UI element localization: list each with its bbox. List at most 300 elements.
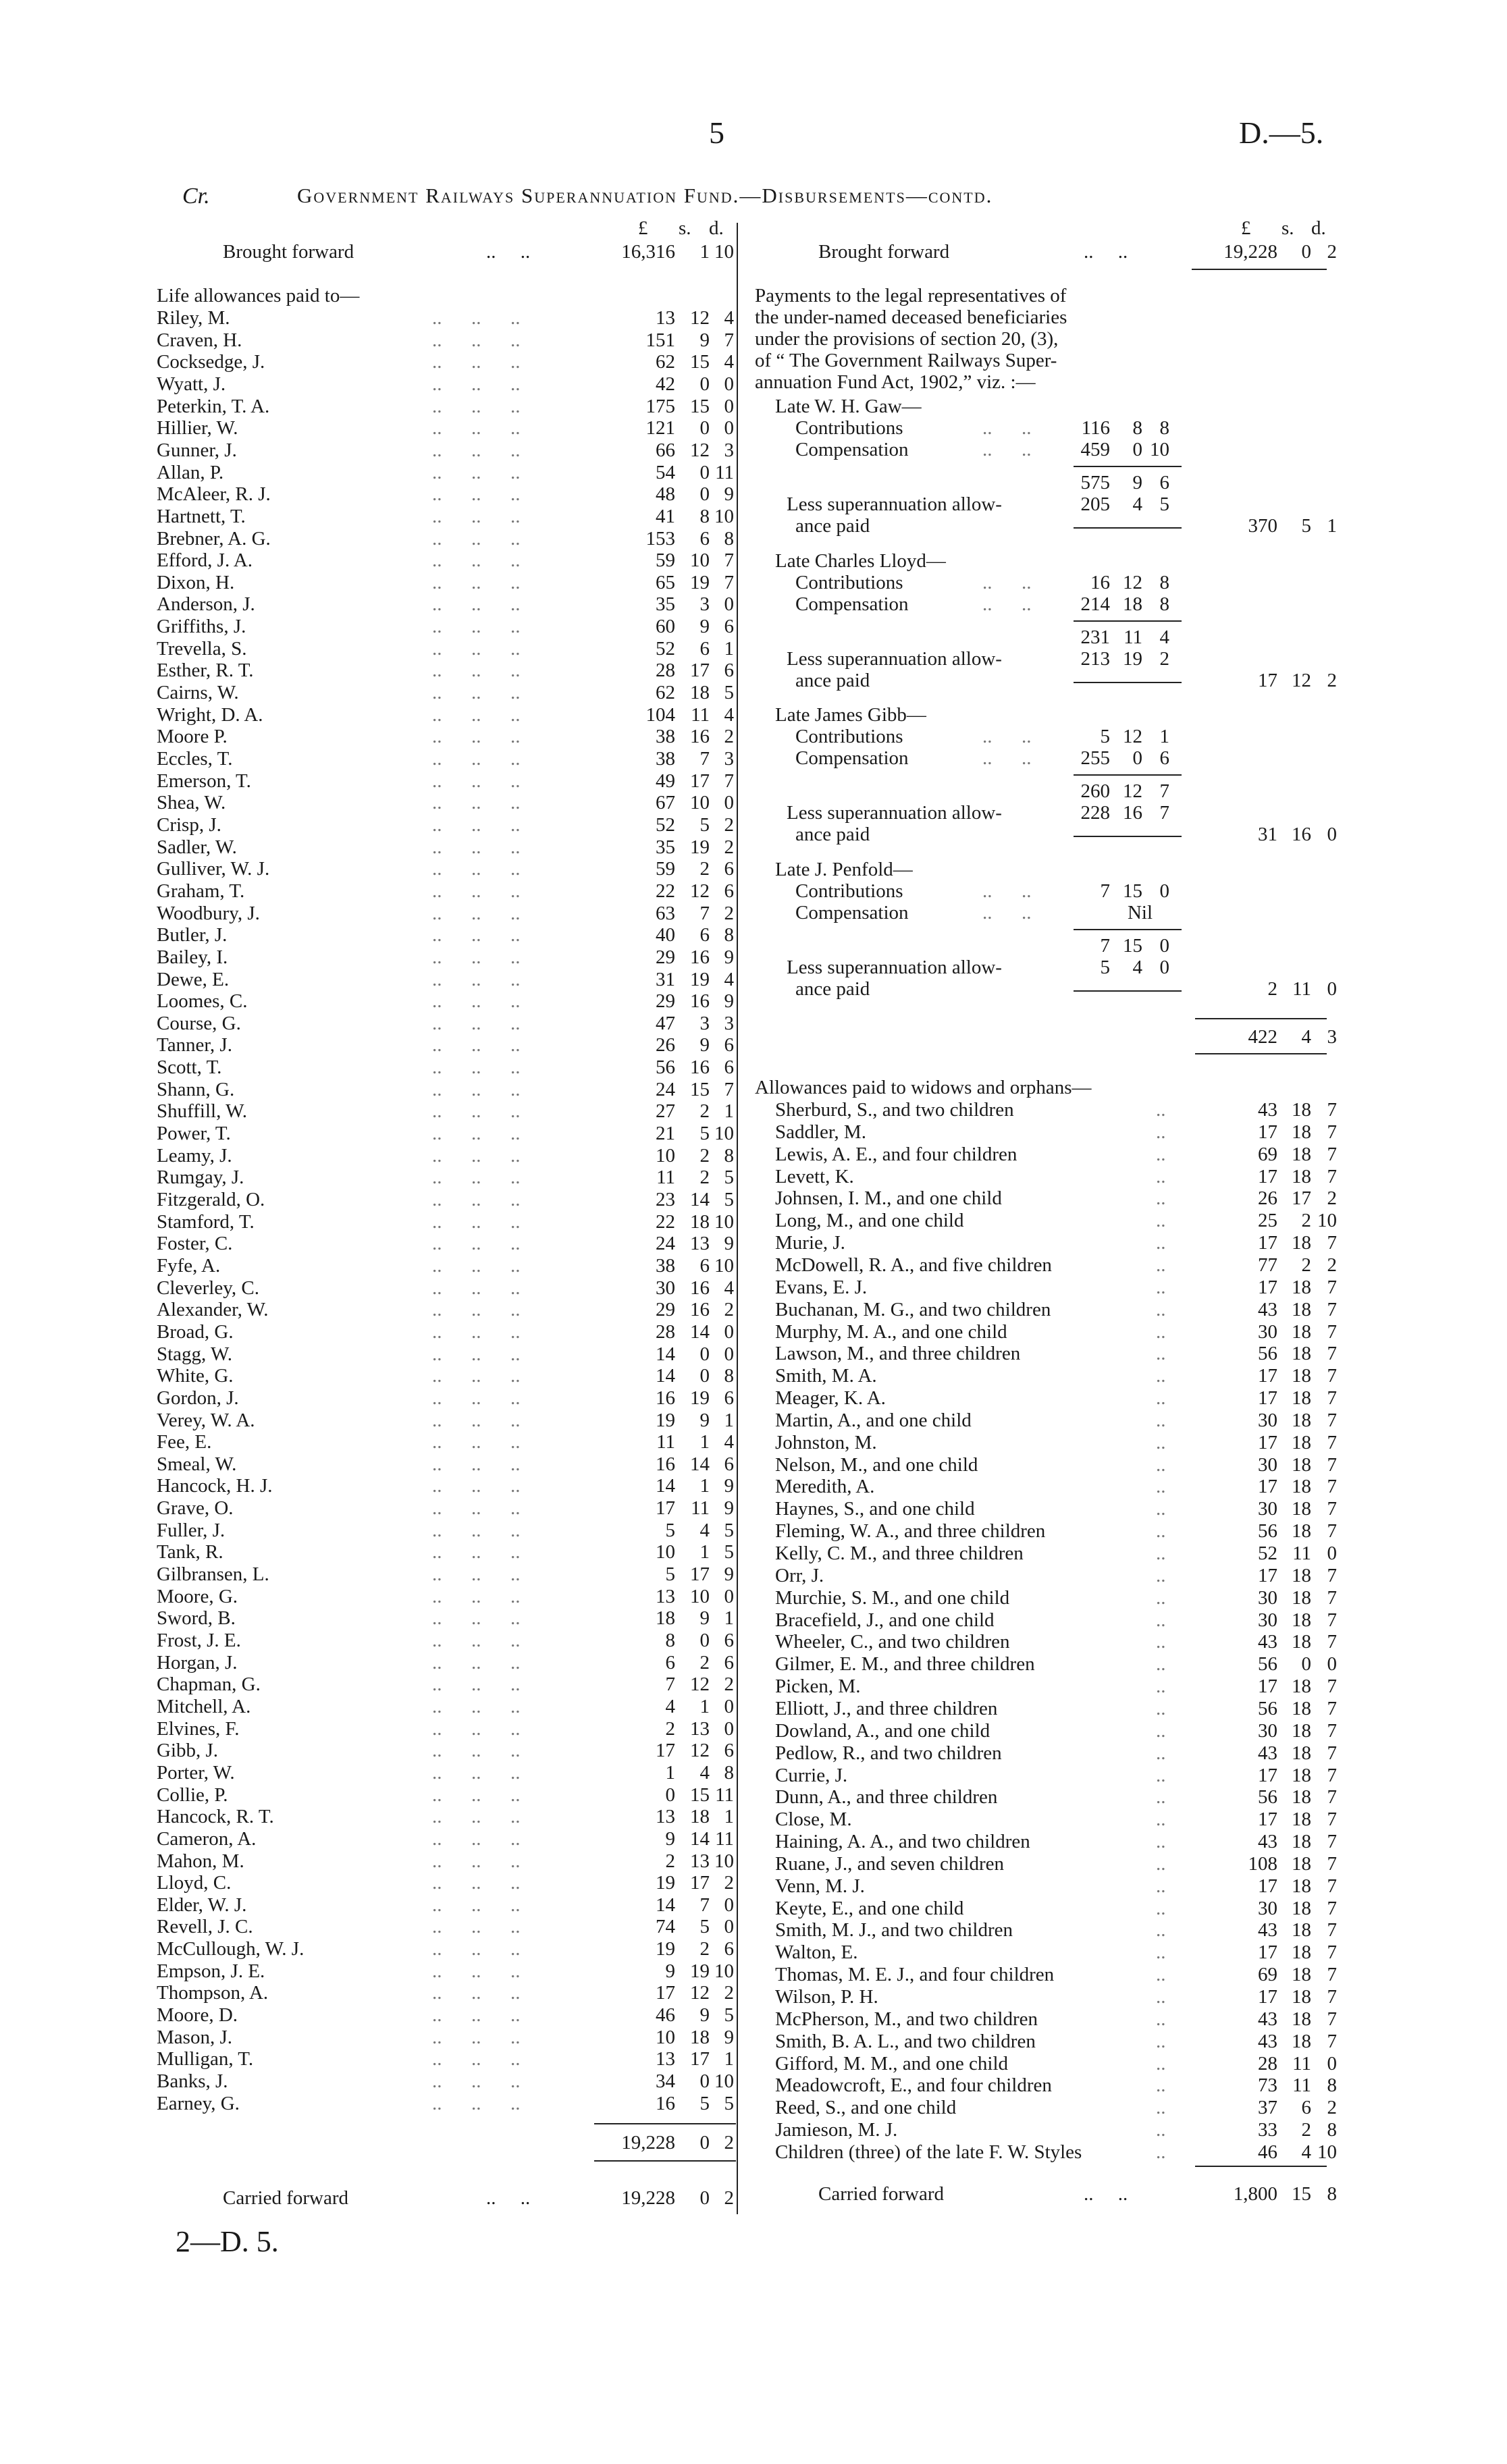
widow-allowance-name: McDowell, R. A., and five children (775, 1254, 1052, 1276)
right-shilling-header: s. (1281, 217, 1294, 239)
widow-allowance-name: Saddler, M. (775, 1121, 866, 1143)
left-cf-pence: 2 (724, 2187, 734, 2209)
life-allowance-name: Cairns, W. (157, 682, 239, 703)
widow-allowance-shillings: 18 (1292, 1365, 1311, 1387)
leader-dots: .. (1156, 1609, 1166, 1631)
life-allowance-pounds: 65 (656, 572, 675, 593)
life-allowance-shillings: 0 (699, 483, 710, 505)
life-allowance-pence: 5 (724, 1189, 734, 1210)
life-allowance-pounds: 22 (656, 1211, 675, 1233)
life-allowance-shillings: 9 (699, 329, 710, 351)
estates-total-rule (1195, 1018, 1327, 1019)
leader-dots: .. .. .. (432, 1652, 521, 1673)
widow-allowance-shillings: 18 (1292, 1898, 1311, 1919)
life-allowance-pounds: 49 (656, 770, 675, 792)
life-allowance-shillings: 11 (691, 704, 710, 726)
leader-dots: .. .. .. (432, 307, 521, 329)
widow-allowance-pence: 7 (1327, 1432, 1337, 1453)
life-allowance-shillings: 14 (690, 1828, 710, 1850)
life-allowance-pence: 7 (724, 329, 734, 351)
widow-allowance-name: Martin, A., and one child (775, 1410, 972, 1431)
contributions-pounds: 16 (1090, 572, 1110, 593)
life-allowance-shillings: 17 (690, 1872, 710, 1894)
widow-allowance-shillings: 0 (1301, 1653, 1311, 1675)
life-allowance-pounds: 35 (656, 593, 675, 615)
estate-name: Late J. Penfold— (775, 859, 913, 880)
life-allowance-shillings: 2 (699, 858, 710, 880)
leader-dots: .. .. .. (432, 1299, 521, 1320)
less-label-1: Less superannuation allow- (787, 957, 1002, 978)
life-allowance-shillings: 0 (699, 1630, 710, 1651)
life-allowance-name: Hillier, W. (157, 417, 238, 439)
life-allowance-pounds: 66 (656, 439, 675, 461)
leader-dots: .. (1156, 1476, 1166, 1497)
right-cf-pounds: 1,800 (1233, 2183, 1277, 2205)
life-allowance-pounds: 62 (656, 682, 675, 703)
leader-dots: .. .. .. (432, 550, 521, 571)
widow-allowance-name: Nelson, M., and one child (775, 1454, 978, 1476)
life-allowance-pence: 0 (724, 1586, 734, 1607)
life-allowance-name: Esther, R. T. (157, 660, 254, 681)
life-allowance-pounds: 26 (656, 1034, 675, 1056)
compensation-pence: 6 (1159, 747, 1169, 769)
leader-dots: .. .. .. (432, 1673, 521, 1695)
leader-dots: .. .. (982, 593, 1032, 615)
superannuation-less-shillings: 4 (1132, 493, 1142, 515)
leader-dots: .. (1156, 2141, 1166, 2163)
superannuation-less-pounds: 228 (1080, 802, 1110, 824)
life-allowance-pence: 6 (724, 1056, 734, 1078)
life-allowance-shillings: 1 (699, 1696, 710, 1717)
page-heading: Government Railways Superannuation Fund.—Disbursements—contd. (297, 184, 993, 207)
life-allowance-pence: 6 (724, 1938, 734, 1960)
widow-allowance-shillings: 18 (1292, 1565, 1311, 1586)
life-allowance-pounds: 11 (656, 1431, 675, 1453)
life-allowance-name: Hancock, R. T. (157, 1806, 274, 1827)
life-allowance-shillings: 17 (690, 660, 710, 681)
life-allowance-shillings: 2 (699, 1652, 710, 1673)
widow-allowance-name: Jamieson, M. J. (775, 2119, 898, 2141)
widow-allowance-pounds: 17 (1258, 1432, 1277, 1453)
widow-allowance-pence: 7 (1327, 1742, 1337, 1764)
life-allowance-pounds: 38 (656, 726, 675, 747)
right-brought-forward-dots: .. .. (1084, 241, 1128, 263)
life-allowance-pence: 2 (724, 726, 734, 747)
widow-allowance-name: Dunn, A., and three children (775, 1786, 998, 1808)
leader-dots: .. (1156, 1343, 1166, 1364)
widow-allowance-shillings: 18 (1292, 1698, 1311, 1719)
widow-allowance-pence: 7 (1327, 1898, 1337, 1919)
widow-allowance-shillings: 2 (1301, 1254, 1311, 1276)
life-allowance-shillings: 1 (699, 1475, 710, 1497)
life-allowance-shillings: 5 (699, 1916, 710, 1937)
right-carried-forward-dots: .. .. (1084, 2183, 1128, 2205)
life-allowance-shillings: 15 (690, 1784, 710, 1806)
life-allowance-pounds: 14 (656, 1475, 675, 1497)
life-allowance-pence: 11 (715, 462, 734, 483)
estate-total-pence: 6 (1159, 472, 1169, 493)
life-allowance-shillings: 18 (690, 2027, 710, 2048)
less-label-2: ance paid (795, 824, 870, 845)
life-allowance-pence: 2 (724, 903, 734, 924)
leader-dots: .. (1156, 2008, 1166, 2030)
life-allowance-name: Gilbransen, L. (157, 1563, 269, 1585)
left-bf-shillings: 1 (699, 241, 710, 263)
superannuation-less-shillings: 16 (1123, 802, 1142, 824)
estates-total-rule-bottom (1195, 1053, 1327, 1054)
leader-dots: .. .. .. (432, 1740, 521, 1761)
widow-allowance-pounds: 17 (1258, 1121, 1277, 1143)
leader-dots: .. .. .. (432, 858, 521, 880)
life-allowance-pence: 2 (724, 1872, 734, 1894)
leader-dots: .. .. .. (432, 1343, 521, 1365)
life-allowance-pence: 3 (724, 1013, 734, 1034)
life-allowance-name: Fee, E. (157, 1431, 212, 1453)
widow-allowance-name: Children (three) of the late F. W. Styles (775, 2141, 1082, 2163)
widow-allowance-name: Johnsen, I. M., and one child (775, 1187, 1002, 1209)
widow-allowance-shillings: 18 (1292, 1941, 1311, 1963)
widow-allowance-shillings: 18 (1292, 1720, 1311, 1742)
widow-allowance-shillings: 11 (1292, 1543, 1311, 1564)
life-allowance-pence: 7 (724, 550, 734, 571)
life-allowance-shillings: 18 (690, 1211, 710, 1233)
sheet-mark: 2—D. 5. (176, 2225, 279, 2258)
life-allowance-pounds: 67 (656, 792, 675, 813)
life-allowance-shillings: 15 (690, 1079, 710, 1100)
life-allowance-name: Cameron, A. (157, 1828, 257, 1850)
life-allowance-name: Alexander, W. (157, 1299, 269, 1320)
life-allowance-pounds: 47 (656, 1013, 675, 1034)
life-allowance-pence: 0 (724, 1696, 734, 1717)
right-carried-forward-label: Carried forward (818, 2183, 944, 2205)
life-allowance-pounds: 19 (656, 1872, 675, 1894)
widow-allowance-pence: 7 (1327, 1986, 1337, 2008)
widow-allowance-name: Bracefield, J., and one child (775, 1609, 995, 1631)
widow-allowance-name: Meredith, A. (775, 1476, 875, 1497)
leader-dots: .. (1156, 1365, 1166, 1387)
widow-allowance-shillings: 18 (1292, 1809, 1311, 1830)
leader-dots: .. .. .. (432, 1828, 521, 1850)
widow-allowance-pounds: 43 (1258, 2008, 1277, 2030)
life-allowance-pence: 8 (724, 1145, 734, 1167)
life-allowance-pounds: 151 (645, 329, 675, 351)
life-allowance-pence: 10 (714, 1123, 734, 1144)
leader-dots: .. .. .. (432, 351, 521, 373)
widow-allowance-pounds: 52 (1258, 1543, 1277, 1564)
leader-dots: .. .. .. (432, 748, 521, 770)
widow-allowance-pounds: 43 (1258, 1299, 1277, 1320)
widow-allowance-pence: 0 (1327, 2053, 1337, 2074)
life-allowance-pounds: 5 (665, 1563, 675, 1585)
life-allowance-name: Moore, D. (157, 2004, 238, 2026)
widow-allowance-pounds: 108 (1248, 1853, 1277, 1875)
life-allowance-pence: 3 (724, 748, 734, 770)
left-subtotal-pounds: 19,228 (621, 2132, 675, 2153)
life-allowance-pounds: 46 (656, 2004, 675, 2026)
life-allowance-pounds: 175 (645, 396, 675, 417)
widows-heading: Allowances paid to widows and orphans— (755, 1077, 1092, 1098)
life-allowance-pounds: 16 (656, 1387, 675, 1409)
leader-dots: .. .. .. (432, 704, 521, 726)
leader-dots: .. .. (982, 417, 1032, 439)
widow-allowance-shillings: 18 (1292, 1587, 1311, 1609)
life-allowance-name: Chapman, G. (157, 1673, 261, 1695)
left-subtotal-rule (594, 2123, 736, 2124)
estate-net-pounds: 2 (1267, 978, 1277, 1000)
life-allowance-shillings: 5 (699, 814, 710, 836)
widow-allowance-pence: 7 (1327, 1809, 1337, 1830)
life-allowance-shillings: 15 (690, 396, 710, 417)
superannuation-less-pence: 0 (1159, 957, 1169, 978)
life-allowance-pounds: 14 (656, 1343, 675, 1365)
leader-dots: .. .. .. (432, 814, 521, 836)
life-allowance-shillings: 0 (699, 373, 710, 395)
leader-dots: .. (1156, 1454, 1166, 1476)
life-allowance-shillings: 17 (690, 1563, 710, 1585)
life-allowance-name: Banks, J. (157, 2070, 228, 2092)
widow-allowance-pounds: 73 (1258, 2074, 1277, 2096)
life-allowance-pounds: 38 (656, 1255, 675, 1277)
life-allowance-pounds: 6 (665, 1652, 675, 1673)
life-allowance-name: Fuller, J. (157, 1520, 226, 1541)
widow-allowance-pounds: 33 (1258, 2119, 1277, 2141)
widow-allowance-pence: 7 (1327, 1676, 1337, 1697)
widow-allowance-pence: 7 (1327, 1919, 1337, 1941)
life-allowance-pounds: 5 (665, 1520, 675, 1541)
widow-allowance-name: Haynes, S., and one child (775, 1498, 975, 1520)
leader-dots: .. (1156, 1653, 1166, 1675)
widow-allowance-pence: 7 (1327, 1765, 1337, 1786)
life-allowance-name: McCullough, W. J. (157, 1938, 305, 1960)
widow-allowance-shillings: 11 (1292, 2074, 1311, 2096)
widow-allowance-shillings: 18 (1292, 1831, 1311, 1852)
widow-allowance-pence: 10 (1317, 1210, 1337, 1231)
life-allowance-pounds: 52 (656, 814, 675, 836)
credit-label: Cr. (182, 184, 210, 209)
widow-allowance-pounds: 17 (1258, 1387, 1277, 1409)
leader-dots: .. .. .. (432, 1982, 521, 2004)
leader-dots: .. .. .. (432, 1034, 521, 1056)
leader-dots: .. .. .. (432, 1410, 521, 1431)
compensation-shillings: 0 (1132, 747, 1142, 769)
leader-dots: .. .. .. (432, 1255, 521, 1277)
left-pound-header: £ (638, 217, 648, 239)
life-allowance-pounds: 31 (656, 969, 675, 990)
leader-dots: .. (1156, 1587, 1166, 1609)
life-allowance-name: Tank, R. (157, 1541, 223, 1563)
life-allowance-pounds: 29 (656, 990, 675, 1012)
life-allowance-shillings: 13 (690, 1233, 710, 1254)
life-allowance-pounds: 0 (665, 1784, 675, 1806)
widow-allowance-name: Thomas, M. E. J., and four children (775, 1964, 1055, 1985)
life-allowance-shillings: 4 (699, 1762, 710, 1784)
life-allowance-shillings: 17 (690, 770, 710, 792)
life-allowance-name: Trevella, S. (157, 638, 247, 660)
widow-allowance-pounds: 43 (1258, 1742, 1277, 1764)
life-allowance-pence: 8 (724, 924, 734, 946)
life-allowance-name: Allan, P. (157, 462, 224, 483)
widow-allowance-name: Reed, S., and one child (775, 2097, 957, 2118)
life-allowance-name: Hartnett, T. (157, 506, 246, 527)
widow-allowance-pounds: 56 (1258, 1786, 1277, 1808)
life-allowance-name: Foster, C. (157, 1233, 233, 1254)
leader-dots: .. .. .. (432, 2027, 521, 2048)
intro-line: under the provisions of section 20, (3), (755, 328, 1059, 350)
life-allowance-name: Shea, W. (157, 792, 226, 813)
widow-allowance-shillings: 18 (1292, 1919, 1311, 1941)
widow-allowance-pounds: 56 (1258, 1698, 1277, 1719)
leader-dots: .. .. .. (432, 1079, 521, 1100)
life-allowance-pounds: 34 (656, 2070, 675, 2092)
contributions-pounds: 5 (1100, 726, 1110, 747)
page-number: 5 (709, 115, 724, 150)
estate-total-pounds: 231 (1080, 626, 1110, 648)
left-bf-pence: 10 (714, 241, 734, 263)
leader-dots: .. .. .. (432, 946, 521, 968)
life-allowance-shillings: 16 (690, 1299, 710, 1320)
life-allowance-name: Emerson, T. (157, 770, 251, 792)
widow-allowance-name: Orr, J. (775, 1565, 824, 1586)
life-allowance-pounds: 13 (656, 1586, 675, 1607)
widow-allowance-pounds: 56 (1258, 1343, 1277, 1364)
life-allowance-pence: 9 (724, 946, 734, 968)
leader-dots: .. .. .. (432, 417, 521, 439)
widow-allowance-name: Smith, B. A. L., and two children (775, 2031, 1036, 2052)
life-allowance-pounds: 24 (656, 1079, 675, 1100)
less-label-2: ance paid (795, 978, 870, 1000)
widow-allowance-pence: 7 (1327, 1587, 1337, 1609)
widow-allowance-name: McPherson, M., and two children (775, 2008, 1038, 2030)
contributions-label: Contributions (795, 880, 903, 902)
leader-dots: .. .. .. (432, 924, 521, 946)
contributions-pence: 0 (1159, 880, 1169, 902)
estate-net-pounds: 17 (1258, 670, 1277, 691)
life-allowance-pence: 5 (724, 1541, 734, 1563)
leader-dots: .. (1156, 1786, 1166, 1808)
widow-allowance-shillings: 18 (1292, 1321, 1311, 1343)
widow-allowance-shillings: 18 (1292, 1454, 1311, 1476)
compensation-shillings: 18 (1123, 593, 1142, 615)
widow-allowance-pence: 7 (1327, 1476, 1337, 1497)
leader-dots: .. .. .. (432, 2004, 521, 2026)
left-pence-header: d. (709, 217, 724, 239)
life-allowance-pence: 0 (724, 417, 734, 439)
life-allowance-shillings: 13 (690, 1718, 710, 1740)
leader-dots: .. .. .. (432, 1607, 521, 1629)
leader-dots: .. (1156, 1765, 1166, 1786)
contributions-label: Contributions (795, 572, 903, 593)
estate-name: Late Charles Lloyd— (775, 550, 946, 572)
life-allowance-shillings: 9 (699, 1410, 710, 1431)
life-allowance-pence: 2 (724, 1299, 734, 1320)
widow-allowance-pence: 7 (1327, 1875, 1337, 1897)
widow-allowance-shillings: 4 (1301, 2141, 1311, 2163)
widow-allowance-name: Murie, J. (775, 1232, 845, 1254)
life-allowance-pounds: 7 (665, 1673, 675, 1695)
widow-allowance-shillings: 18 (1292, 1410, 1311, 1431)
life-allowance-name: Verey, W. A. (157, 1410, 255, 1431)
life-allowance-shillings: 12 (690, 1673, 710, 1695)
estate-net-pence: 1 (1327, 515, 1337, 537)
life-allowance-pounds: 56 (656, 1056, 675, 1078)
left-subtotal-pence: 2 (724, 2132, 734, 2153)
leader-dots: .. (1156, 1410, 1166, 1431)
life-allowance-shillings: 12 (690, 1982, 710, 2004)
leader-dots: .. .. .. (432, 1586, 521, 1607)
leader-dots: .. .. .. (432, 1630, 521, 1651)
widow-allowance-pence: 7 (1327, 1720, 1337, 1742)
widow-allowance-pence: 2 (1327, 2097, 1337, 2118)
life-allowance-name: Mahon, M. (157, 1850, 244, 1872)
life-allowance-pounds: 10 (656, 2027, 675, 2048)
life-allowance-name: Stagg, W. (157, 1343, 232, 1365)
life-allowance-shillings: 10 (690, 1586, 710, 1607)
widow-allowance-pounds: 43 (1258, 1631, 1277, 1653)
estate-total-shillings: 11 (1123, 626, 1142, 648)
estate-total-shillings: 15 (1123, 935, 1142, 957)
leader-dots: .. .. (982, 439, 1032, 460)
life-allowance-pounds: 2 (665, 1718, 675, 1740)
life-allowance-shillings: 7 (699, 1894, 710, 1916)
estate-net-shillings: 11 (1292, 978, 1311, 1000)
leader-dots: .. .. .. (432, 1013, 521, 1034)
widow-allowance-pounds: 30 (1258, 1720, 1277, 1742)
leader-dots: .. .. .. (432, 726, 521, 747)
life-allowance-shillings: 19 (690, 969, 710, 990)
life-allowance-name: Dewe, E. (157, 969, 230, 990)
life-allowance-pence: 0 (724, 1894, 734, 1916)
life-allowance-name: Dixon, H. (157, 572, 235, 593)
life-allowance-name: Moore P. (157, 726, 228, 747)
life-allowance-pounds: 59 (656, 858, 675, 880)
widow-allowance-name: Walton, E. (775, 1941, 858, 1963)
left-column-rule (737, 223, 738, 2214)
widow-allowance-name: Gifford, M. M., and one child (775, 2053, 1008, 2074)
widow-allowance-pence: 2 (1327, 1187, 1337, 1209)
life-allowance-pounds: 29 (656, 946, 675, 968)
widow-allowance-pounds: 28 (1258, 2053, 1277, 2074)
left-brought-forward-label: Brought forward (223, 241, 354, 263)
right-pound-header: £ (1241, 217, 1251, 239)
widow-allowance-name: Pedlow, R., and two children (775, 1742, 1002, 1764)
widow-allowance-shillings: 18 (1292, 2008, 1311, 2030)
compensation-pounds: 255 (1080, 747, 1110, 769)
leader-dots: .. .. .. (432, 903, 521, 924)
widow-allowance-name: Wheeler, C., and two children (775, 1631, 1010, 1653)
leader-dots: .. (1156, 1986, 1166, 2008)
life-allowance-name: Anderson, J. (157, 593, 255, 615)
leader-dots: .. .. .. (432, 880, 521, 902)
leader-dots: .. .. .. (432, 1056, 521, 1078)
life-allowance-pence: 5 (724, 682, 734, 703)
life-allowance-pence: 4 (724, 1277, 734, 1299)
leader-dots: .. (1156, 1520, 1166, 1542)
life-allowance-shillings: 9 (699, 1034, 710, 1056)
widow-allowance-name: Close, M. (775, 1809, 852, 1830)
life-allowance-name: Grave, O. (157, 1497, 234, 1519)
widow-allowance-pence: 7 (1327, 1232, 1337, 1254)
life-allowance-name: Craven, H. (157, 329, 242, 351)
life-allowance-pence: 6 (724, 1740, 734, 1761)
leader-dots: .. .. .. (432, 373, 521, 395)
leader-dots: .. (1156, 1210, 1166, 1231)
life-allowance-shillings: 14 (690, 1453, 710, 1475)
life-allowance-pounds: 41 (656, 506, 675, 527)
estate-total-pounds: 575 (1080, 472, 1110, 493)
life-allowance-pounds: 8 (665, 1630, 675, 1651)
intro-line: Payments to the legal representatives of (755, 285, 1067, 306)
life-allowance-pounds: 28 (656, 1321, 675, 1343)
